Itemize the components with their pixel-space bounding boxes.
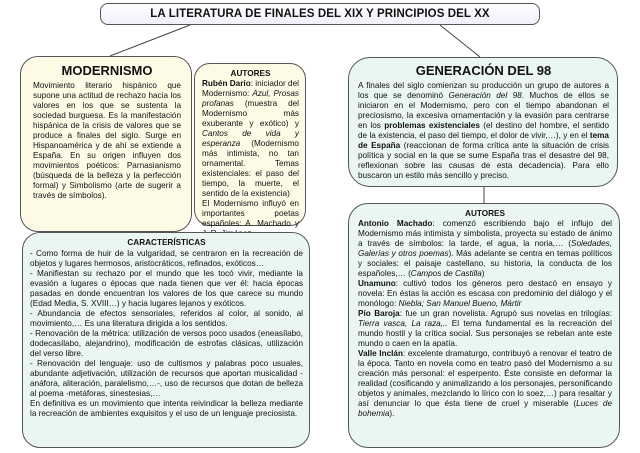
caracteristica-item: - Renovación de la métrica: utilización de versos poco usados (eneasílabo, dodecasílabo, alejandrino), modificación de estrofas clásicas, utilización del verso libre. (30, 329, 303, 358)
caracteristicas-heading: CARACTERÍSTICAS (127, 238, 206, 247)
g98-text-4: (reaccionan de forma crítica ante la situación de crisis política y social en la que se sume España tras el desastre del 98, reflexionan sobre las causas de esta decadencia). Para ello buscaron un estilo más sencillo y preciso. (358, 140, 609, 180)
dario-text-1: : iniciador del Modernismo: (202, 79, 299, 98)
valle-entry (358, 349, 612, 419)
valle-text-1: : excelente dramaturgo, contribuyó a renovar el teatro de la época. Tanto en novela como en teatro pasó del Modernismo a su creación más personal: el esperpento. Éste consiste en deformar la realidad (cosificando y animalizando a los personajes, personificando objetos y animales, mezclando lo lírico con lo soez,…) para resaltar y así denunciar lo que ésta tiene de cruel y miserable ( (358, 349, 613, 408)
connector-title-generacion98 (440, 25, 480, 57)
connector-title-modernismo (110, 25, 190, 56)
modernismo-heading: MODERNISMO (61, 63, 153, 78)
unamuno-works: Niebla; San Manuel Bueno, Mártir (398, 299, 522, 308)
machado-work-2: Campos de Castilla (410, 269, 482, 278)
generacion98-text (358, 81, 609, 181)
caracteristicas-box (22, 232, 310, 448)
unamuno-entry (358, 279, 612, 309)
machado-entry (358, 219, 612, 279)
g98-text-3: (el destino del hombre, el sentido de la existencia, el paso del tiempo, el dolor de vivir,…), y en el (358, 120, 609, 140)
dario-works-2: Cantos de vida y esperanza (202, 129, 299, 148)
dario-name: Rubén Darío (202, 79, 251, 88)
baroja-text-2: El tema fundamental es la recreación del mundo hostil y la crítica social. Sus personajes se rebelan ante este mundo o caen en la apatía. (358, 319, 612, 348)
unamuno-text-1: : cultivó todos los géneros pero destacó en ensayo y novela: En éstas la acción es escasa con predominio del diálogo y el monólogo: (358, 279, 612, 308)
baroja-entry (358, 309, 612, 349)
autores-modernismo-box (194, 63, 306, 226)
unamuno-name: Unamuno (358, 279, 396, 288)
modernismo-box (20, 56, 192, 232)
g98-text-bold-1: problemas existenciales (384, 120, 480, 130)
dario-works-1: Azul, Prosas profanas (202, 89, 299, 108)
influence-text: El Modernismo influyó en importantes poetas españoles: A. Machado y (202, 199, 299, 228)
machado-text-3: ) (481, 269, 485, 278)
caracteristica-item: - Abundancia de efectos sensoriales, referidos al color, al sonido, al movimiento,… Es una literatura dirigida a los sentidos. (30, 309, 303, 328)
g98-text-2: . Muchos de ellos se iniciaron en el Modernismo, pero con el tiempo abandonan el preciosismo, la excesiva ornamentación y la evasión para centrarse en los (358, 90, 609, 130)
generacion98-heading: GENERACIÓN DEL 98 (415, 63, 552, 78)
modernismo-text: Movimiento literario hispánico que supone una actitud de rechazo hacia los valores en los que se sustenta la sociedad burguesa. Es la manifestación hispánica de la crisis de valores que se produce a finales del siglo. Surge en Hispanoamérica y de ahí se extiende a España. En su origen influyen dos movimientos poéticos: Parnasianismo (búsqueda de la belleza y la perfección formal) y Simbolismo (arte de sugerir a través de símbolos). (33, 80, 181, 200)
valle-name: Valle Inclán (358, 349, 403, 358)
machado-name: Antonio Machado (358, 219, 433, 228)
generacion98-box (348, 57, 618, 187)
autores-98-heading: AUTORES (465, 209, 505, 218)
baroja-name: Pío Baroja (358, 309, 400, 318)
autores-modernismo-text (202, 79, 299, 199)
baroja-works: Tierra vasca, La raza,.. (358, 319, 448, 328)
caracteristica-conclusion: En definitiva es un movimiento que intenta reivindicar la belleza mediante la recreación de ambientes exquisitos y el uso de un lenguaje preciosista. (30, 399, 303, 418)
caracteristica-item: - Manifiestan su rechazo por el mundo que les tocó vivir, mediante la evasión a lugares o épocas que nada tienen que ver él: hacia épocas pasadas en donde encuentran los valores de los que carece su mundo (Edad Media, S. XVIII…) y hacia lugares lejanos y exóticos. (30, 269, 303, 308)
machado-work-1: Soledades, Galerías y otros poemas (358, 239, 612, 258)
g98-text-bold-2: tema de España (358, 130, 609, 150)
g98-text-italic: Generación del 98 (448, 90, 522, 100)
g98-text-1: A finales del siglo comienzan su producción un grupo de autores a los que se denominó (358, 80, 609, 100)
dario-text-3: (Modernismo más intimista, no tan ornamental. Temas existenciales: el paso del tiempo, la muerte, el sentido de la existencia) (202, 139, 299, 198)
machado-text-1: : comenzó escribiendo bajo el influjo del Modernismo más intimista y simbolista, proyecta su estado de ánimo a través de símbolos: la tarde, el agua, la noria,… ( (358, 219, 612, 248)
caracteristica-item: - Como forma de huir de la vulgaridad, se centraron en la recreación de objetos y lugares hermosos, aristocráticos, refinados, exóticos… (30, 249, 303, 268)
autores-98-box (348, 203, 620, 448)
machado-text-2: ). Más adelante se centra en temas políticos y sociales: el paisaje castellano, su historia, la conducta de los españoles,… ( (358, 249, 612, 278)
valle-work: Luces de bohemia (358, 399, 612, 418)
caracteristica-item: - Renovación del lenguaje: uso de cultismos y palabras poco usuales, abundante adjetivación, utilización de recursos que aportan musicalidad - anáfora, aliteración, paralelismo,…-, uso de recursos que dotan de belleza al poema -metáforas, sinestesias,… (30, 359, 303, 398)
baroja-text-1: : fue un gran novelista. Agrupó sus novelas en trilogías: (399, 309, 612, 318)
autores-modernismo-heading: AUTORES (230, 69, 271, 78)
valle-text-2: ). (389, 409, 395, 418)
page-title: LA LITERATURA DE FINALES DEL XIX Y PRINCIPIOS DEL XX (100, 3, 540, 25)
dario-text-2: (muestra del Modernismo más exuberante y exótico) y (202, 99, 299, 128)
